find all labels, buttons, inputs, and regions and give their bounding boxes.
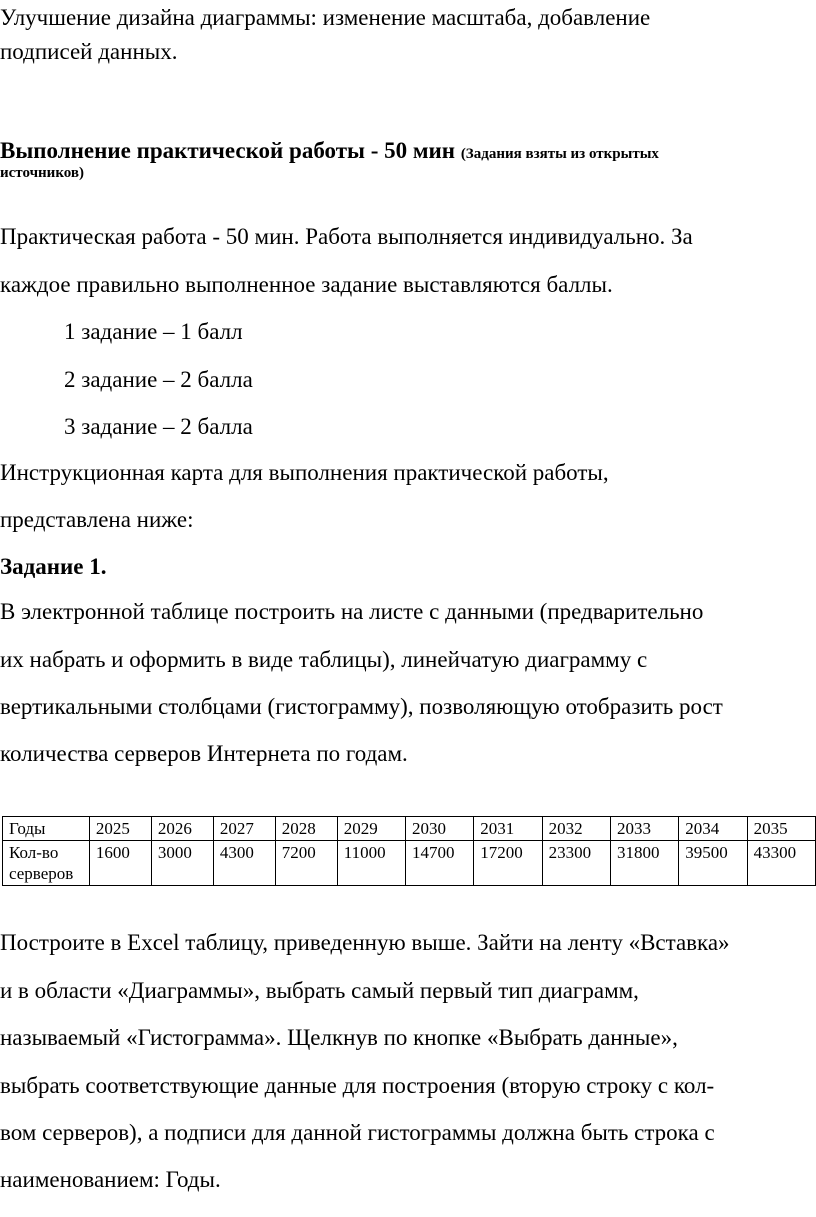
table-cell: 1600 [89, 841, 151, 886]
table-cell: 2034 [679, 817, 747, 841]
table-cell-label [3, 841, 90, 886]
section-title: Выполнение практической работы - 50 мин [0, 138, 456, 163]
table-cell: 7200 [275, 841, 337, 886]
table-cell: 2025 [89, 817, 151, 841]
table-cell: 11000 [337, 841, 405, 886]
score-item-1: 1 задание – 1 балл [64, 319, 243, 344]
task1-line-4: количества серверов Интернета по годам. [0, 741, 408, 766]
table-cell: 3000 [151, 841, 213, 886]
instructions-line-3: называемый «Гистограмма». Щелкнув по кнопке «Выбрать данные», [0, 1025, 678, 1050]
instructions-line-5: вом серверов), а подписи для данной гистограммы должна быть строка с [0, 1120, 715, 1145]
table-cell: 2027 [213, 817, 275, 841]
instruction-card-line-2: представлена ниже: [0, 507, 194, 532]
table-cell: 14700 [405, 841, 473, 886]
table-cell: 2033 [610, 817, 678, 841]
score-item-2: 2 задание – 2 балла [64, 367, 253, 392]
row-label-line-2: серверов [9, 864, 74, 883]
section-note: (Задания взяты из открытых [460, 146, 659, 162]
table-cell: 2028 [275, 817, 337, 841]
table-cell: 4300 [213, 841, 275, 886]
instructions-line-2: и в области «Диаграммы», выбрать самый первый тип диаграмм, [0, 978, 639, 1003]
table-cell: 39500 [679, 841, 747, 886]
intro-line-2: подписей данных. [0, 39, 178, 64]
table-cell: 2032 [542, 817, 610, 841]
intro-line-1: Улучшение дизайна диаграммы: изменение масштаба, добавление [0, 5, 651, 30]
table-cell: 2026 [151, 817, 213, 841]
instructions-line-6: наименованием: Годы. [0, 1167, 221, 1192]
task1-line-2: их набрать и оформить в виде таблицы), линейчатую диаграмму с [0, 647, 648, 672]
table-cell: 2031 [474, 817, 542, 841]
row-label-line-1: Кол-во [9, 843, 59, 862]
table-cell: 31800 [610, 841, 678, 886]
instructions-line-1: Построите в Excel таблицу, приведенную выше. Зайти на ленту «Вставка» [0, 930, 730, 955]
table-row [3, 817, 816, 841]
task1-heading: Задание 1. [0, 554, 107, 579]
table-row [3, 841, 816, 886]
table-cell: 43300 [747, 841, 815, 886]
data-table [2, 816, 816, 886]
table-cell: 17200 [474, 841, 542, 886]
score-item-3: 3 задание – 2 балла [64, 414, 253, 439]
table-cell: 2035 [747, 817, 815, 841]
instructions-line-4: выбрать соответствующие данные для построения (вторую строку с кол- [0, 1073, 715, 1098]
section-note-continued: источников) [0, 165, 84, 181]
instruction-card-line-1: Инструкционная карта для выполнения практической работы, [0, 460, 609, 485]
practice-line-1: Практическая работа - 50 мин. Работа выполняется индивидуально. За [0, 224, 693, 249]
practice-line-2: каждое правильно выполненное задание выставляются баллы. [0, 272, 613, 297]
task1-line-3: вертикальными столбцами (гистограмму), позволяющую отобразить рост [0, 694, 723, 719]
table-cell: 2029 [337, 817, 405, 841]
table-cell: 2030 [405, 817, 473, 841]
table-cell-label: Годы [3, 817, 90, 841]
task1-line-1: В электронной таблице построить на листе с данными (предварительно [0, 599, 704, 624]
table-cell: 23300 [542, 841, 610, 886]
section-heading [0, 137, 659, 168]
